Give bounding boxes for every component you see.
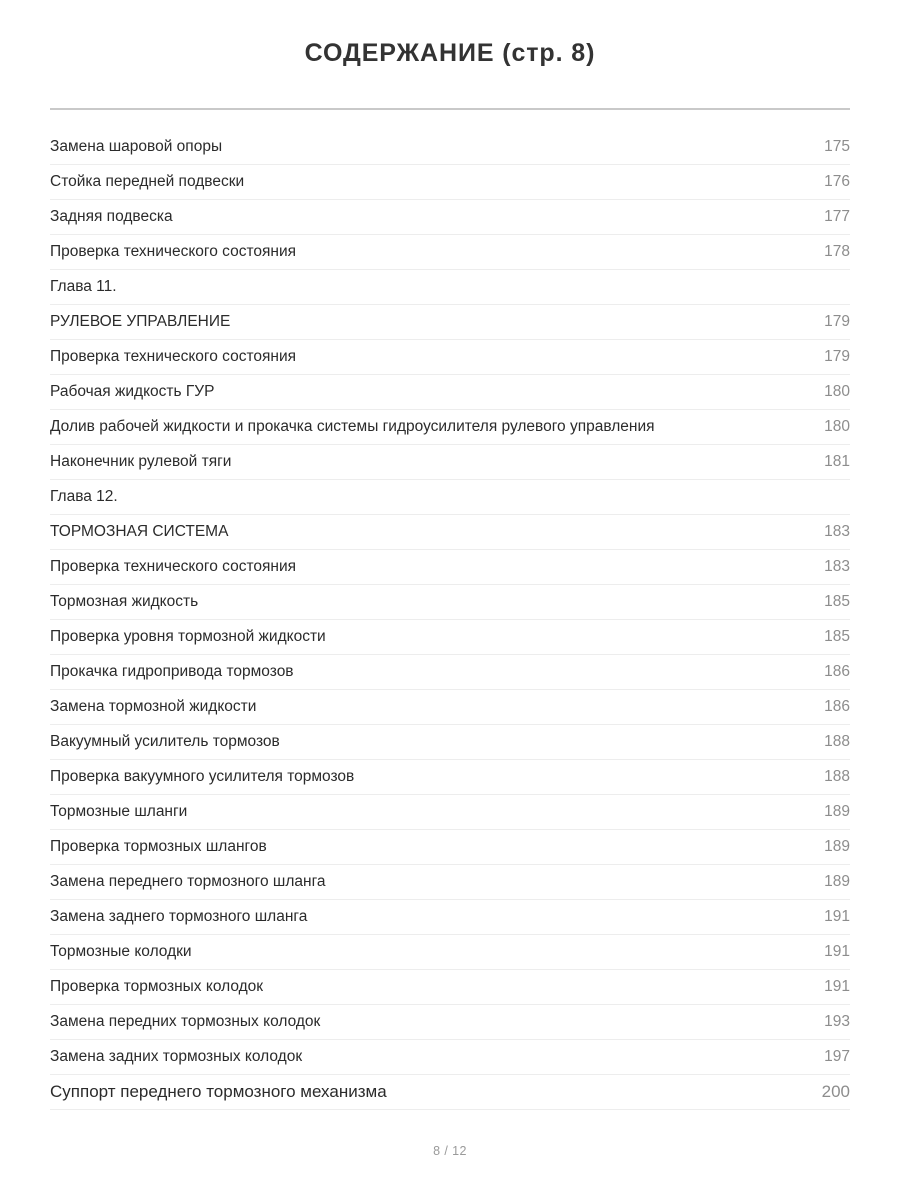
toc-entry-row[interactable] xyxy=(50,550,850,585)
toc-entry-page-number: 186 xyxy=(824,663,850,680)
toc-entry-page-number: 189 xyxy=(824,873,850,890)
toc-entry-row[interactable] xyxy=(50,655,850,690)
page-title: СОДЕРЖАНИЕ (стр. 8) xyxy=(304,39,596,67)
toc-entry-row[interactable] xyxy=(50,830,850,865)
toc-entry-row[interactable] xyxy=(50,1040,850,1075)
toc-entry-title: РУЛЕВОЕ УПРАВЛЕНИЕ xyxy=(50,313,231,330)
toc-entry-title: Наконечник рулевой тяги xyxy=(50,453,232,470)
toc-entry-row[interactable] xyxy=(50,340,850,375)
toc-entry-title: Проверка технического состояния xyxy=(50,558,297,575)
toc-entry-row[interactable] xyxy=(50,795,850,830)
toc-entry-page-number: 180 xyxy=(824,383,850,400)
toc-entry-page-number xyxy=(776,480,850,515)
toc-entry-row[interactable] xyxy=(50,900,850,935)
toc-entry-page-number: 185 xyxy=(824,628,850,645)
toc-entry-title: Проверка уровня тормозной жидкости xyxy=(50,628,326,645)
toc-entry-page-number: 200 xyxy=(821,1082,850,1101)
toc-entry-title: Рабочая жидкость ГУР xyxy=(50,383,215,400)
toc-entry-title: Замена задних тормозных колодок xyxy=(50,1048,303,1065)
toc-entry-row[interactable] xyxy=(50,200,850,235)
toc-entry-title: Проверка вакуумного усилителя тормозов xyxy=(50,768,355,785)
toc-entry-title: Тормозные колодки xyxy=(50,943,192,960)
toc-entry-page-number: 179 xyxy=(824,313,850,330)
toc-entry-row[interactable] xyxy=(50,865,850,900)
toc-entry-page-number: 193 xyxy=(824,1013,850,1030)
toc-entry-title: Вакуумный усилитель тормозов xyxy=(50,733,280,750)
toc-entry-page-number: 181 xyxy=(824,453,850,470)
toc-entry-page-number: 191 xyxy=(824,978,850,995)
toc-entry-row[interactable] xyxy=(50,515,850,550)
title-divider xyxy=(50,108,850,110)
toc-entry-page-number: 189 xyxy=(824,803,850,820)
page-footer: 8 / 12 xyxy=(433,1144,467,1158)
toc-entry-title: Замена заднего тормозного шланга xyxy=(50,908,308,925)
toc-entry-title: Тормозная жидкость xyxy=(50,593,199,610)
toc-entry-title: Проверка технического состояния xyxy=(50,243,297,260)
toc-entry-page-number xyxy=(776,270,850,305)
toc-entry-title: Проверка технического состояния xyxy=(50,348,297,365)
toc-entry-page-number: 188 xyxy=(824,768,850,785)
toc-entry-page-number: 191 xyxy=(824,943,850,960)
toc-entry-row[interactable] xyxy=(50,725,850,760)
toc-entry-title: Глава 12. xyxy=(50,488,118,505)
toc-entry-page-number: 177 xyxy=(824,208,850,225)
toc-entry-row[interactable] xyxy=(50,480,850,515)
toc-entry-row[interactable] xyxy=(50,690,850,725)
toc-entry-page-number: 178 xyxy=(824,243,850,260)
toc-entry-page-number: 180 xyxy=(824,418,850,435)
toc-entry-page-number: 175 xyxy=(824,138,850,155)
toc-entry-title: Глава 11. xyxy=(50,278,117,295)
toc-entry-page-number: 189 xyxy=(824,838,850,855)
toc-entry-row[interactable] xyxy=(50,270,850,305)
toc-entry-row[interactable] xyxy=(50,410,850,445)
toc-entry-row[interactable] xyxy=(50,585,850,620)
toc-rows xyxy=(50,130,850,1110)
toc-entry-row[interactable] xyxy=(50,130,850,165)
toc-entry-row[interactable] xyxy=(50,235,850,270)
toc-entry-row[interactable] xyxy=(50,305,850,340)
toc-entry-page-number: 179 xyxy=(824,348,850,365)
toc-entry-title: Тормозные шланги xyxy=(50,803,188,820)
toc-entry-page-number: 185 xyxy=(824,593,850,610)
toc-entry-row[interactable] xyxy=(50,935,850,970)
toc-entry-row[interactable] xyxy=(50,375,850,410)
toc-entry-page-number: 176 xyxy=(824,173,850,190)
toc-entry-title: Проверка тормозных колодок xyxy=(50,978,264,995)
toc-entry-page-number: 183 xyxy=(824,558,850,575)
toc-entry-title: Проверка тормозных шлангов xyxy=(50,838,267,855)
toc-entry-title: Стойка передней подвески xyxy=(50,173,245,190)
toc-entry-row[interactable] xyxy=(50,445,850,480)
toc-entry-row[interactable] xyxy=(50,1005,850,1040)
toc-entry-row[interactable] xyxy=(50,620,850,655)
toc-entry-title: Задняя подвеска xyxy=(50,208,173,225)
toc-entry-title: Прокачка гидропривода тормозов xyxy=(50,663,294,680)
toc-entry-row[interactable] xyxy=(50,1075,850,1110)
toc-entry-title: Замена переднего тормозного шланга xyxy=(50,873,326,890)
table-of-contents xyxy=(50,130,850,1110)
toc-entry-page-number: 186 xyxy=(824,698,850,715)
toc-entry-page-number: 191 xyxy=(824,908,850,925)
toc-entry-title: Суппорт переднего тормозного механизма xyxy=(50,1082,387,1101)
toc-entry-title: Замена тормозной жидкости xyxy=(50,698,257,715)
toc-entry-title: Долив рабочей жидкости и прокачка системы гидроусилителя рулевого управления xyxy=(50,418,655,435)
toc-entry-page-number: 188 xyxy=(824,733,850,750)
toc-entry-page-number: 197 xyxy=(824,1048,850,1065)
toc-entry-title: ТОРМОЗНАЯ СИСТЕМА xyxy=(50,523,229,540)
toc-entry-title: Замена передних тормозных колодок xyxy=(50,1013,321,1030)
toc-entry-row[interactable] xyxy=(50,970,850,1005)
toc-entry-row[interactable] xyxy=(50,165,850,200)
toc-entry-row[interactable] xyxy=(50,760,850,795)
toc-entry-title: Замена шаровой опоры xyxy=(50,138,223,155)
toc-entry-page-number: 183 xyxy=(824,523,850,540)
